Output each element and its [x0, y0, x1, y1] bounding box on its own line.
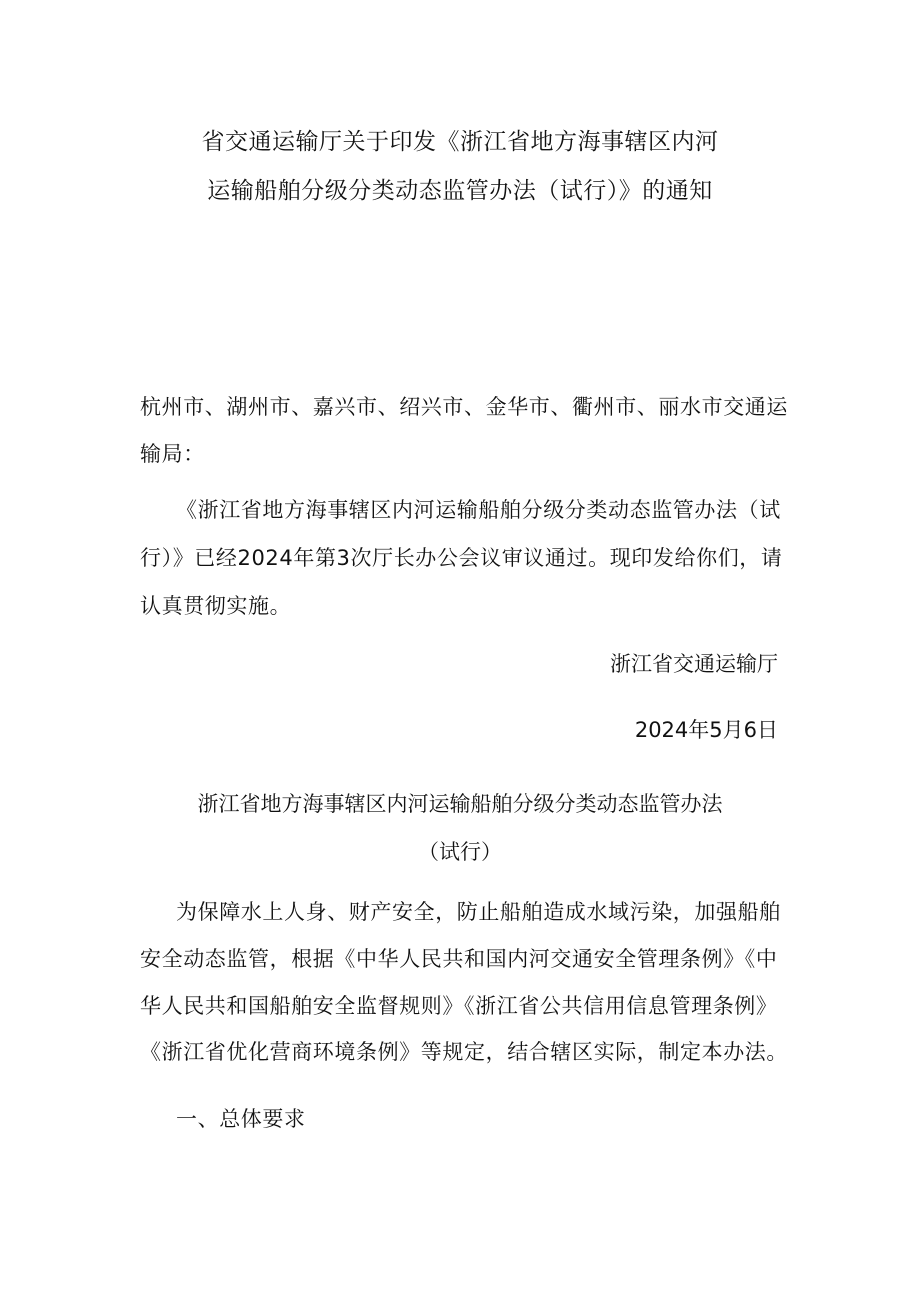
notice-title-line-1: 省交通运输厅关于印发《浙江省地方海事辖区内河 — [201, 129, 719, 155]
measure-title: 浙江省地方海事辖区内河运输船舶分级分类动态监管办法 — [197, 792, 723, 816]
notice-body-line-2: 行）》已经2024年第3次厅长办公会议审议通过。现印发给你们，请 — [140, 546, 783, 570]
issuer-signature: 浙江省交通运输厅 — [610, 652, 778, 676]
issue-date: 2024年5月6日 — [634, 718, 778, 742]
addressee-line-1: 杭州市、湖州市、嘉兴市、绍兴市、金华市、衢州市、丽水市交通运 — [140, 395, 788, 419]
notice-title-line-2: 运输船舶分级分类动态监管办法（试行）》的通知 — [207, 178, 713, 204]
preamble-line-2: 安全动态监管，根据《中华人民共和国内河交通安全管理条例》《中 — [140, 947, 778, 971]
preamble-line-3: 华人民共和国船舶安全监督规则》《浙江省公共信用信息管理条例》 — [140, 994, 778, 1018]
preamble-line-4: 《浙江省优化营商环境条例》等规定，结合辖区实际，制定本办法。 — [140, 1040, 788, 1064]
notice-body-line-1: 《浙江省地方海事辖区内河运输船舶分级分类动态监管办法（试 — [176, 498, 781, 522]
preamble-line-1: 为保障水上人身、财产安全，防止船舶造成水域污染，加强船舶 — [176, 900, 781, 924]
measure-subtitle: （试行） — [418, 840, 502, 864]
section-heading: 一、总体要求 — [176, 1107, 306, 1131]
notice-body-line-3: 认真贯彻实施。 — [140, 594, 292, 618]
addressee-line-2: 输局： — [140, 442, 205, 466]
